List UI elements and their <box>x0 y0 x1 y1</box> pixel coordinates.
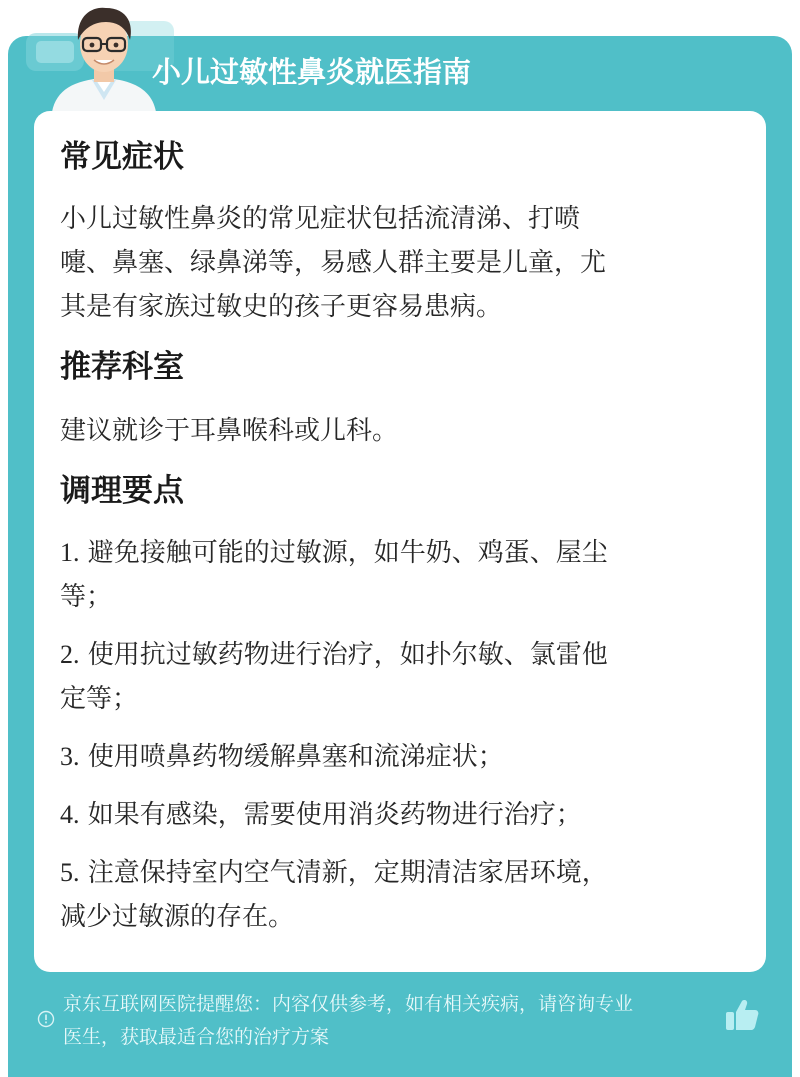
list-item <box>60 633 740 677</box>
content-card <box>34 111 766 972</box>
list-item-continuation: 等； <box>60 582 113 612</box>
list-number: 1. <box>60 538 80 567</box>
section-heading-department: 推荐科室 <box>60 349 184 385</box>
list-number: 5. <box>60 858 80 887</box>
disclaimer <box>63 988 733 1054</box>
disclaimer-line-2: 医生，获取最适合您的治疗方案 <box>63 1026 330 1048</box>
list-item <box>60 531 740 575</box>
list-item <box>60 851 740 895</box>
disclaimer-line-1: 京东互联网医院提醒您：内容仅供参考，如有相关疾病，请咨询专业 <box>63 993 634 1015</box>
department-text: 建议就诊于耳鼻喉科或儿科。 <box>60 416 399 446</box>
info-icon <box>37 1010 55 1028</box>
symptoms-line-1: 小儿过敏性鼻炎的常见症状包括流清涕、打喷 <box>60 204 581 234</box>
list-number: 4. <box>60 800 80 829</box>
list-text: 注意保持室内空气清新，定期清洁家居环境， <box>87 858 608 888</box>
page-title: 小儿过敏性鼻炎就医指南 <box>152 55 472 89</box>
symptoms-line-2: 嚏、鼻塞、绿鼻涕等，易感人群主要是儿童，尤 <box>60 248 607 278</box>
section-heading-care: 调理要点 <box>60 473 184 509</box>
section-heading-symptoms: 常见症状 <box>60 139 184 175</box>
list-number: 3. <box>60 742 80 771</box>
thumbs-up-icon[interactable] <box>724 998 760 1032</box>
list-item-continuation: 减少过敏源的存在。 <box>60 902 295 932</box>
list-item <box>60 793 740 837</box>
list-item <box>60 735 740 779</box>
symptoms-line-3: 其是有家族过敏史的孩子更容易患病。 <box>60 292 503 322</box>
list-number: 2. <box>60 640 80 669</box>
list-text: 避免接触可能的过敏源，如牛奶、鸡蛋、屋尘 <box>87 538 608 568</box>
list-text: 使用喷鼻药物缓解鼻塞和流涕症状； <box>87 742 504 772</box>
list-text: 如果有感染，需要使用消炎药物进行治疗； <box>87 800 582 830</box>
list-item-continuation: 定等； <box>60 684 139 714</box>
doctor-avatar <box>44 0 164 112</box>
list-text: 使用抗过敏药物进行治疗，如扑尔敏、氯雷他 <box>87 640 608 670</box>
